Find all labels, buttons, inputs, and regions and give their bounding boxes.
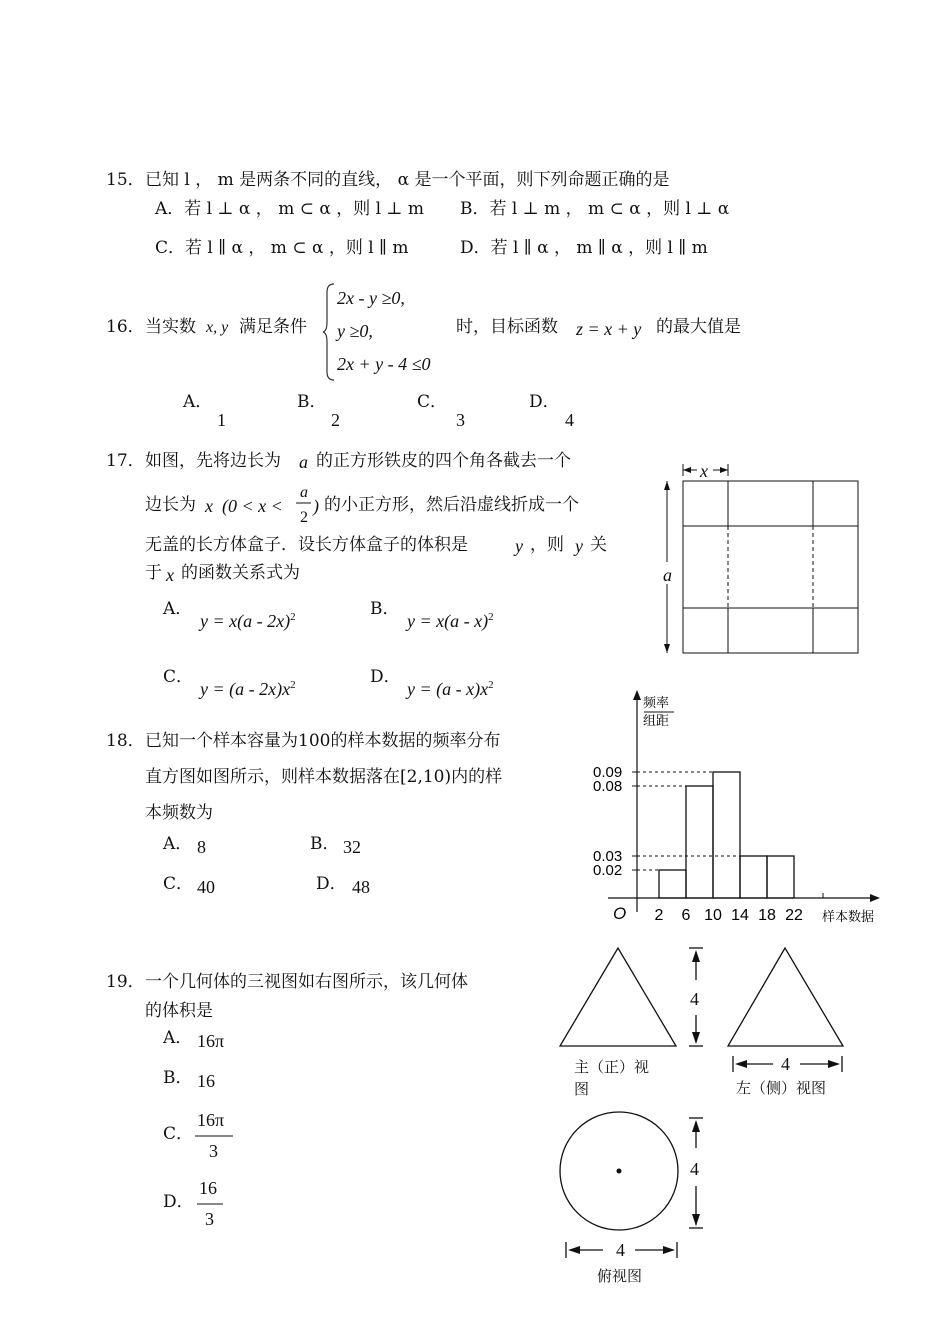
q15-option-c: C．若 l ∥ α ， m ⊂ α ，则 l ∥ m — [155, 238, 409, 258]
q15-stem: 已知 l ， m 是两条不同的直线， α 是一个平面，则下列命题正确的是 — [145, 170, 670, 190]
side-view-label: 左（侧）视图 — [736, 1079, 827, 1097]
q16-option-c-value: 3 — [456, 410, 465, 430]
q18-option-d: D． — [316, 874, 347, 894]
q17-line3-a: 无盖的长方体盒子．设长方体盒子的体积是 — [145, 535, 468, 555]
q16-option-d: D． — [529, 392, 560, 412]
q17-frac-den: 2 — [300, 509, 308, 526]
y-tick-label: 0.09 — [593, 764, 623, 781]
q19-line2: 的体积是 — [145, 1001, 213, 1021]
q15-number: 15． — [106, 170, 145, 190]
q16-vars: x, y — [206, 319, 229, 336]
q19-option-c: C． — [163, 1124, 194, 1144]
q17-option-a: A． — [163, 599, 193, 619]
q18-option-c-value: 40 — [197, 877, 215, 897]
q18-option-d-value: 48 — [352, 877, 370, 897]
q17-option-c-formula: $y = (a - 2x)x^2$ — [200, 679, 296, 699]
q19-line1: 一个几何体的三视图如右图所示，该几何体 — [145, 972, 468, 992]
q19-option-d: D． — [163, 1192, 194, 1212]
q19-option-b: B． — [163, 1068, 193, 1088]
q17-line1-b: 的正方形铁皮的四个角各截去一个 — [316, 451, 571, 471]
q16-option-b: B． — [297, 392, 327, 412]
q17-frac-num: a — [300, 484, 308, 501]
q15-option-d: D．若 l ∥ α ， m ∥ α ，则 l ∥ m — [460, 238, 708, 258]
q19-option-b-value: 16 — [197, 1071, 215, 1091]
q16-number: 16． — [106, 317, 145, 337]
q18-option-a-value: 8 — [197, 837, 206, 857]
q16-option-a-value: 1 — [217, 410, 226, 430]
front-view-triangle — [560, 948, 676, 1046]
q19-number: 19． — [106, 972, 145, 992]
y-label-numerator: 频率 — [643, 695, 670, 710]
q19-option-a: A． — [163, 1028, 193, 1048]
q17-number: 17． — [106, 451, 145, 471]
q19-option-d-denominator: 3 — [205, 1209, 214, 1229]
side-view-triangle — [728, 948, 843, 1046]
top-view-center-dot — [617, 1169, 622, 1174]
q18-option-a: A． — [163, 834, 193, 854]
q19-option-c-numerator: 16π — [197, 1110, 225, 1130]
q16-stem-d: 的最大值是 — [656, 317, 741, 337]
q16-stem-b: 满足条件 — [239, 317, 307, 337]
q17-option-b: B． — [370, 599, 400, 619]
y-label-denominator: 组距 — [643, 713, 670, 728]
q17-option-a-formula: y = x(a - 2x)$^2$ — [200, 611, 296, 631]
q17-line3-c: 关 — [590, 535, 607, 555]
q17-option-b-formula: y = x(a - x)$^2$ — [407, 611, 494, 631]
q16-option-c: C． — [417, 392, 448, 412]
q16-target: z = x + y — [576, 319, 642, 339]
q17-var-x: x — [205, 496, 213, 516]
y-tick-label: 0.03 — [593, 848, 623, 865]
q16-option-d-value: 4 — [565, 410, 574, 430]
q17-line4-b: 的函数关系式为 — [181, 563, 300, 583]
x-tick-label: 2 — [654, 907, 664, 924]
q17-line3-b: ，则 — [530, 535, 564, 555]
q17-figure-label-a: a — [663, 565, 672, 585]
front-view-label-1: 主（正）视 — [574, 1058, 650, 1076]
q18-number: 18． — [106, 731, 145, 751]
q17-line2-a: 边长为 — [145, 495, 196, 515]
q18-option-b-value: 32 — [343, 837, 361, 857]
q19-option-c-denominator: 3 — [209, 1141, 218, 1161]
q16-constraint-1: 2x - y ≥0, — [337, 288, 405, 308]
front-height-dimension: 4 — [690, 989, 699, 1009]
y-tick-label: 0.02 — [593, 862, 623, 879]
q18-option-b: B． — [310, 834, 340, 854]
q16-constraint-2: y ≥0, — [337, 321, 373, 341]
q19-option-d-numerator: 16 — [199, 1178, 217, 1198]
q17-cond-b: ) — [313, 496, 319, 516]
q17-line4-a: 于 — [145, 563, 162, 583]
top-height-dimension: 4 — [690, 1159, 699, 1179]
q16-option-b-value: 2 — [331, 410, 340, 430]
q17-cond-a: (0 < x < — [222, 496, 283, 516]
q16-option-a: A． — [183, 392, 213, 412]
side-width-dimension: 4 — [781, 1054, 790, 1074]
x-tick-label: 18 — [758, 907, 776, 924]
x-tick-label: 14 — [731, 907, 749, 924]
x-tick-label: 10 — [704, 907, 722, 924]
q16-stem-c: 时，目标函数 — [456, 317, 558, 337]
q18-line1: 已知一个样本容量为100的样本数据的频率分布 — [145, 731, 501, 751]
q17-var-x2: x — [166, 565, 174, 585]
x-tick-label: 22 — [785, 907, 803, 924]
q17-figure-label-x: x — [700, 461, 708, 481]
q17-option-c: C． — [163, 667, 194, 687]
q17-var-y: y — [515, 536, 523, 556]
q15-option-b: B．若 l ⊥ m ， m ⊂ α ，则 l ⊥ α — [460, 199, 730, 219]
y-tick-label: 0.08 — [593, 778, 623, 795]
q17-option-d-formula: $y = (a - x)x^2$ — [407, 679, 494, 699]
q17-var-a: a — [299, 452, 308, 472]
origin-label: O — [613, 904, 627, 923]
q16-constraint-3: 2x + y - 4 ≤0 — [337, 354, 431, 374]
q17-option-d: D． — [370, 667, 401, 687]
top-view-label: 俯视图 — [597, 1267, 643, 1285]
front-view-label-2: 图 — [574, 1080, 590, 1098]
q16-stem-a: 当实数 — [145, 317, 196, 337]
q18-option-c: C． — [163, 874, 194, 894]
q18-line3: 本频数为 — [145, 803, 213, 823]
q17-line2-b: 的小正方形，然后沿虚线折成一个 — [324, 495, 579, 515]
q15-option-a: A．若 l ⊥ α ， m ⊂ α ，则 l ⊥ m — [155, 199, 425, 219]
q19-option-a-value: 16π — [197, 1031, 225, 1051]
x-tick-label: 6 — [681, 907, 691, 924]
q17-var-y2: y — [575, 536, 583, 556]
q17-line1-a: 如图，先将边长为 — [145, 451, 281, 471]
x-axis-label: 样本数据 — [822, 909, 875, 924]
top-width-dimension: 4 — [616, 1240, 625, 1260]
q18-line2: 直方图如图所示，则样本数据落在[2,10)内的样 — [145, 767, 503, 787]
